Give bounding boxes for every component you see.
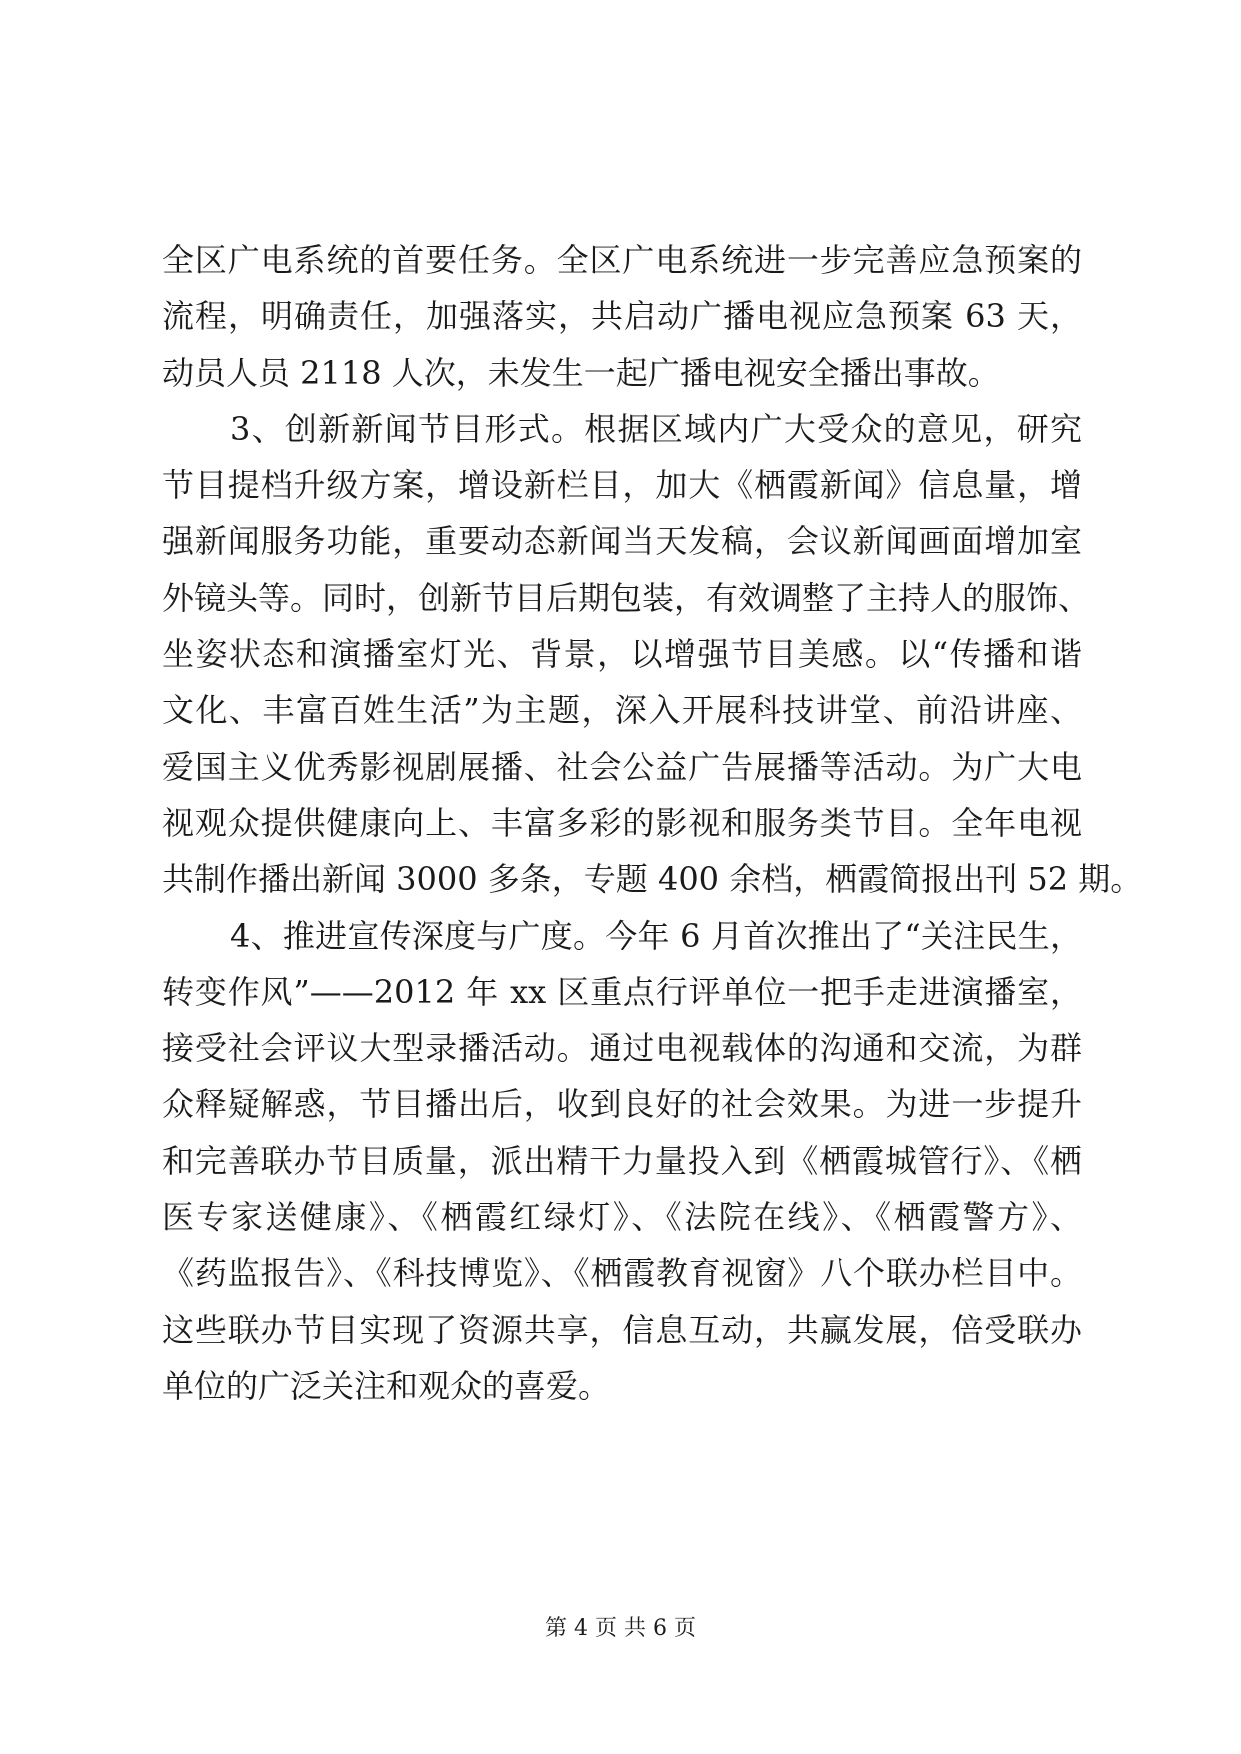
document-body [162,232,1143,1414]
paragraph-start-line: 4、推进宣传深度与广度。今年 6 月首次推出了“关注民生， [230,916,1082,955]
text-line: 单位的广泛关注和观众的喜爱。 [162,1366,611,1405]
text-line: 转变作风”——2012 年 xx 区重点行评单位一把手走进演播室， [162,972,1082,1011]
text-line: 全区广电系统的首要任务。全区广电系统进一步完善应急预案的 [162,241,1082,279]
text-line: 节目提档升级方案，增设新栏目，加大《栖霞新闻》信息量，增 [162,466,1082,505]
text-line: 和完善联办节目质量，派出精干力量投入到《栖霞城管行》、《栖 [162,1141,1082,1180]
text-line: 视观众提供健康向上、丰富多彩的影视和服务类节目。全年电视 [162,803,1082,842]
text-line: 文化、丰富百姓生活”为主题，深入开展科技讲堂、前沿讲座、 [162,691,1082,730]
page-number-footer: 第 4 页 共 6 页 [545,1616,696,1641]
text-line: 《药监报告》、《科技博览》、《栖霞教育视窗》八个联办栏目中。 [162,1254,1082,1293]
text-line: 外镜头等。同时，创新节目后期包装，有效调整了主持人的服饰、 [162,578,1091,617]
text-line: 坐姿状态和演播室灯光、背景，以增强节目美感。以“传播和谐 [162,635,1082,674]
text-line: 爱国主义优秀影视剧展播、社会公益广告展播等活动。为广大电 [162,747,1082,786]
text-line: 流程，明确责任，加强落实，共启动广播电视应急预案 63 天， [162,297,1082,336]
text-line: 强新闻服务功能，重要动态新闻当天发稿，会议新闻画面增加室 [162,522,1082,561]
text-line: 接受社会评议大型录播活动。通过电视载体的沟通和交流，为群 [162,1029,1082,1068]
text-line: 共制作播出新闻 3000 多条，专题 400 余档，栖霞简报出刊 52 期。 [162,860,1143,899]
text-line: 这些联办节目实现了资源共享，信息互动，共赢发展，倍受联办 [162,1310,1082,1349]
text-line: 医专家送健康》、《栖霞红绿灯》、《法院在线》、《栖霞警方》、 [162,1198,1082,1237]
paragraph-start-line: 3、创新新闻节目形式。根据区域内广大受众的意见，研究 [230,409,1082,448]
text-line: 众释疑解惑，节目播出后，收到良好的社会效果。为进一步提升 [162,1085,1082,1124]
text-line: 动员人员 2118 人次，未发生一起广播电视安全播出事故。 [162,353,1000,392]
